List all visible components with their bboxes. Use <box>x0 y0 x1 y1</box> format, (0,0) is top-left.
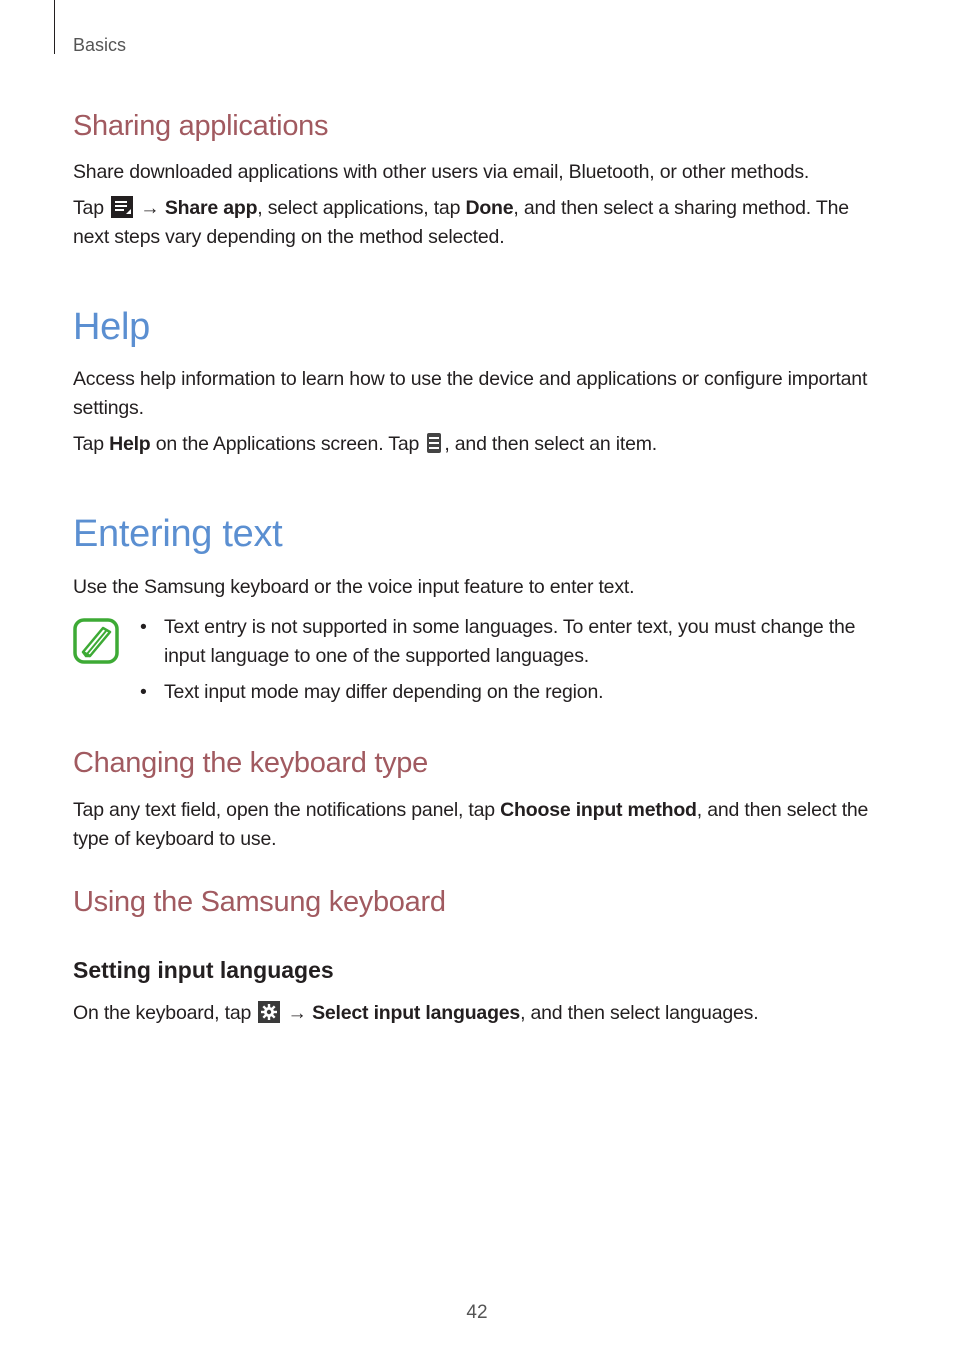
header-rule <box>54 0 55 54</box>
heading-help: Help <box>73 306 150 348</box>
note-text: Text entry is not supported in some languages. To enter text, you must change the input language to one of the supported languages. <box>164 616 856 667</box>
list-item <box>140 613 880 671</box>
text-run: Done <box>465 197 514 219</box>
keyboard-type-steps <box>73 796 883 854</box>
note-icon <box>73 618 119 664</box>
help-steps <box>73 430 883 459</box>
text-run: Select input languages <box>312 1002 521 1024</box>
section-label: Basics <box>73 35 127 55</box>
menu-list-icon <box>426 432 442 454</box>
text-run: Tap any text field, open the notifications panel, tap <box>73 799 501 821</box>
text-run: On the keyboard, tap <box>73 1002 257 1024</box>
text-run: , select applications, tap <box>257 197 466 219</box>
text-run: Share app <box>164 197 258 219</box>
text-run: on the Applications screen. Tap <box>150 433 425 455</box>
notes-list <box>140 613 880 714</box>
heading-sharing-applications: Sharing applications <box>73 110 329 142</box>
sharing-intro: Share downloaded applications with other users via email, Bluetooth, or other methods. <box>73 161 810 183</box>
note-text: Text input mode may differ depending on the region. <box>164 681 604 703</box>
page-number: 42 <box>466 1302 488 1323</box>
subheading-setting-input-languages: Setting input languages <box>73 957 334 983</box>
text-run: Help <box>109 433 151 455</box>
text-run: , and then select an item. <box>444 433 658 455</box>
heading-changing-keyboard-type: Changing the keyboard type <box>73 747 428 779</box>
text-run: , and then select the type of keyboard to use. <box>73 799 869 850</box>
text-run: Tap <box>73 433 110 455</box>
help-intro: Access help information to learn how to use the device and applications or configure important settings. <box>73 368 868 419</box>
arrow-glyph: → <box>282 1002 313 1024</box>
heading-entering-text: Entering text <box>73 513 283 555</box>
input-languages-steps <box>73 999 883 1028</box>
gear-icon <box>258 1001 280 1023</box>
bullet-dot: • <box>140 616 147 638</box>
heading-using-samsung-keyboard: Using the Samsung keyboard <box>73 886 446 918</box>
list-item <box>140 678 880 707</box>
sharing-steps <box>73 194 883 252</box>
entering-intro: Use the Samsung keyboard or the voice input feature to enter text. <box>73 576 635 598</box>
text-run: Tap <box>73 197 110 219</box>
text-run: , and then select a sharing method. The next steps vary depending on the method selected. <box>73 197 849 248</box>
bullet-dot: • <box>140 681 147 703</box>
arrow-glyph: → <box>135 197 165 219</box>
menu-icon <box>111 196 133 218</box>
text-run: Choose input method <box>500 799 697 821</box>
text-run: , and then select languages. <box>520 1002 759 1024</box>
